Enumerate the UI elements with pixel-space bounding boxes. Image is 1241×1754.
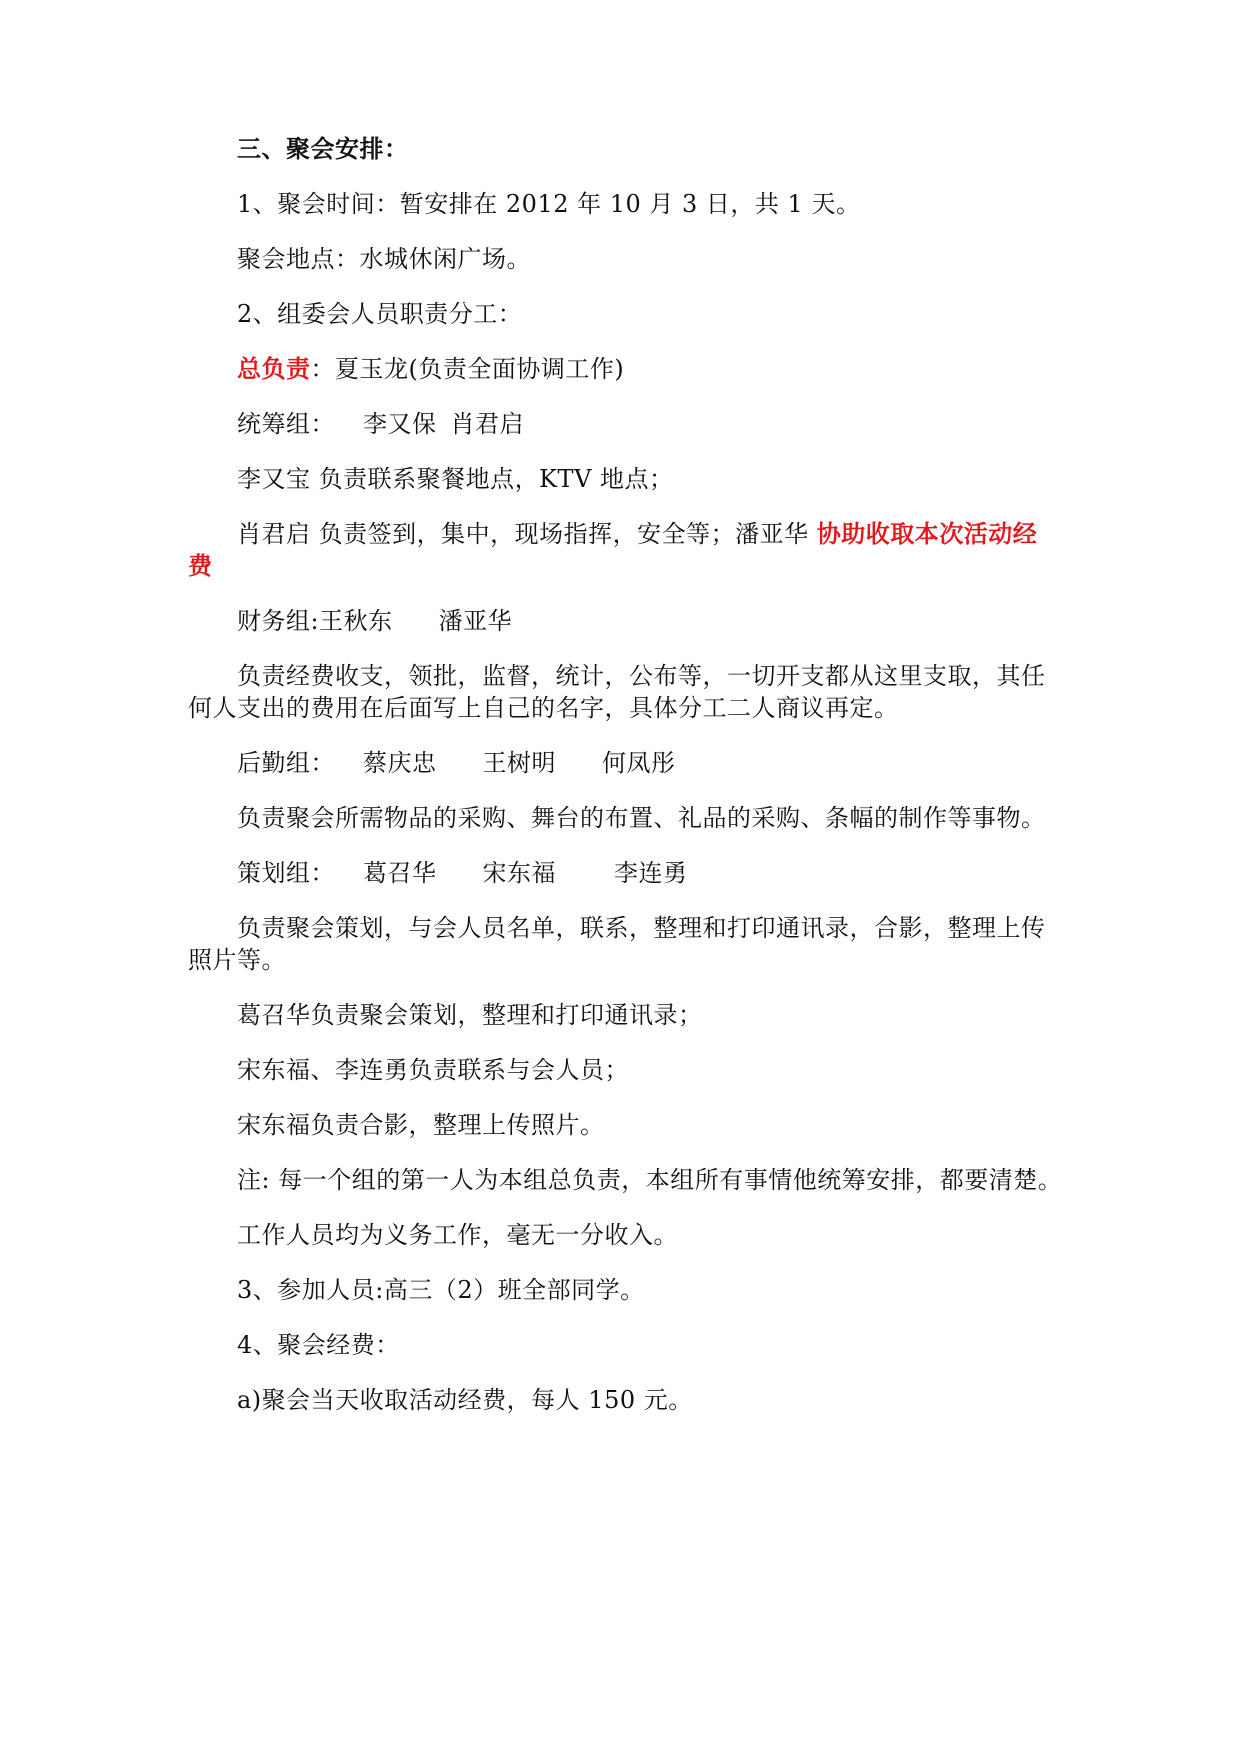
xiaojunqi-duty-text: 肖君启 负责签到，集中，现场指挥，安全等；潘亚华: [237, 520, 817, 548]
volunteer-note: 工作人员均为义务工作，毫无一分收入。: [237, 1221, 678, 1249]
logistics-duty: 负责聚会所需物品的采购、舞台的布置、礼品的采购、条幅的制作等事物。: [237, 804, 1046, 832]
planning-member: 葛召华: [363, 859, 437, 887]
logistics-member: 王树明: [482, 749, 556, 777]
planning-member: 李连勇: [614, 859, 688, 887]
coordination-group: [237, 408, 524, 440]
section-heading: 三、聚会安排：: [237, 134, 409, 163]
logistics-member: 何凤彤: [602, 749, 676, 777]
planning-group: [237, 857, 688, 889]
finance-member: 潘亚华: [438, 607, 513, 635]
logistics-group: [237, 747, 676, 779]
finance-duty: 负责经费收支，领批，监督，统计，公布等，一切开支都从这里支取，其任何人支出的费用在后面写上自己的名字，具体分工二人商议再定。: [188, 662, 1046, 722]
meeting-place: 聚会地点：水城休闲广场。: [237, 245, 531, 273]
participants: 3、参加人员:高三（2）班全部同学。: [237, 1276, 645, 1304]
finance-group: [237, 605, 512, 637]
chief-line: [237, 353, 624, 385]
coordination-member: 李又保: [363, 410, 437, 438]
meeting-time: 1、聚会时间：暂安排在 2012 年 10 月 3 日，共 1 天。: [237, 190, 861, 218]
logistics-member: 蔡庆忠: [363, 749, 437, 777]
logistics-label: 后勤组：: [237, 749, 335, 777]
liyoubao-duty: 李又宝 负责联系聚餐地点，KTV 地点；: [237, 465, 674, 493]
coordination-label: 统筹组：: [237, 410, 335, 438]
coordination-member: 肖君启: [450, 410, 524, 438]
chief-label: 总负责: [237, 354, 311, 383]
chief-text: ：夏玉龙(负责全面协调工作): [310, 355, 625, 383]
photo-duty: 宋东福负责合影，整理上传照片。: [237, 1111, 605, 1139]
xiaojunqi-duty: [188, 518, 1058, 582]
fee-assist-highlight: 协助收取本次活动经费: [188, 519, 1038, 580]
planning-label: 策划组：: [237, 859, 335, 887]
fee-item-a: a)聚会当天收取活动经费，每人 150 元。: [237, 1386, 693, 1414]
contact-duty: 宋东福、李连勇负责联系与会人员；: [237, 1056, 629, 1084]
planning-duty: 负责聚会策划，与会人员名单，联系，整理和打印通讯录，合影，整理上传照片等。: [188, 914, 1046, 974]
finance-label: 财务组:王秋东: [237, 607, 393, 635]
note: 注: 每一个组的第一人为本组总负责，本组所有事情他统筹安排，都要清楚。: [237, 1166, 1063, 1194]
roles-heading: 2、组委会人员职责分工：: [237, 300, 523, 328]
gezhaohua-duty: 葛召华负责聚会策划，整理和打印通讯录；: [237, 1001, 703, 1029]
planning-member: 宋东福: [482, 859, 556, 887]
fee-heading: 4、聚会经费：: [237, 1331, 400, 1359]
